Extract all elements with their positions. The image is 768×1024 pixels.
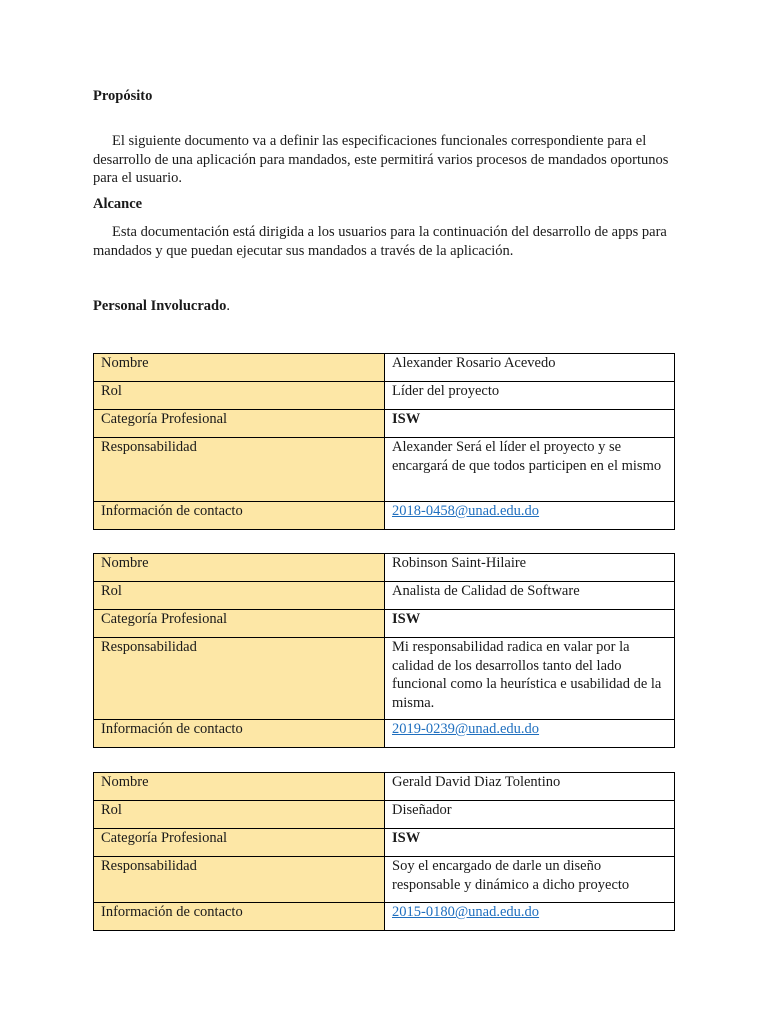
label-category: Categoría Profesional [94,410,385,438]
person-table-1 [93,353,675,530]
value-name: Gerald David Diaz Tolentino [385,773,675,801]
value-category: ISW [385,410,675,438]
table-row [94,610,675,638]
purpose-heading: Propósito [93,88,153,104]
staff-heading-period: . [226,298,230,314]
label-category: Categoría Profesional [94,829,385,857]
value-name: Robinson Saint-Hilaire [385,554,675,582]
label-name: Nombre [94,773,385,801]
value-category: ISW [385,610,675,638]
value-responsibility: Soy el encargado de darle un diseño responsable y dinámico a dicho proyecto [385,857,675,903]
value-role: Líder del proyecto [385,382,675,410]
scope-heading: Alcance [93,196,143,212]
label-role: Rol [94,582,385,610]
value-responsibility: Alexander Será el líder el proyecto y se encargará de que todos participen en el mismo [385,438,675,502]
label-contact: Información de contacto [94,502,385,530]
label-role: Rol [94,801,385,829]
purpose-paragraph: El siguiente documento va a definir las especificaciones funcionales correspondiente para el desarrollo de una aplicación para mandados, este permitirá varios procesos de mandados oportunos para el usuario. [93,133,669,186]
email-link[interactable]: 2018-0458@unad.edu.do [392,503,540,519]
table-row [94,502,675,530]
table-row [94,857,675,903]
value-category: ISW [385,829,675,857]
staff-heading-text: Personal Involucrado [93,298,227,314]
table-row [94,773,675,801]
table-row [94,801,675,829]
value-responsibility: Mi responsabilidad radica en valar por la calidad de los desarrollos tanto del lado funcional como la heurística e usabilidad de la misma. [385,638,675,720]
person-table-3 [93,772,675,931]
table-row [94,582,675,610]
email-link[interactable]: 2015-0180@unad.edu.do [392,904,540,920]
table-row [94,410,675,438]
table-row [94,638,675,720]
label-role: Rol [94,382,385,410]
table-row [94,554,675,582]
label-contact: Información de contacto [94,903,385,931]
table-row [94,354,675,382]
value-role: Analista de Calidad de Software [385,582,675,610]
value-contact [385,502,675,530]
table-row [94,903,675,931]
scope-paragraph: Esta documentación está dirigida a los usuarios para la continuación del desarrollo de apps para mandados y que puedan ejecutar sus mandados a través de la aplicación. [93,224,667,259]
value-contact [385,720,675,748]
table-row [94,829,675,857]
label-responsibility: Responsabilidad [94,438,385,502]
table-row [94,382,675,410]
label-name: Nombre [94,354,385,382]
table-row [94,438,675,502]
value-name: Alexander Rosario Acevedo [385,354,675,382]
label-name: Nombre [94,554,385,582]
table-row [94,720,675,748]
email-link[interactable]: 2019-0239@unad.edu.do [392,721,540,737]
staff-heading [93,298,230,315]
person-table-2 [93,553,675,748]
label-category: Categoría Profesional [94,610,385,638]
value-contact [385,903,675,931]
label-contact: Información de contacto [94,720,385,748]
label-responsibility: Responsabilidad [94,857,385,903]
label-responsibility: Responsabilidad [94,638,385,720]
value-role: Diseñador [385,801,675,829]
